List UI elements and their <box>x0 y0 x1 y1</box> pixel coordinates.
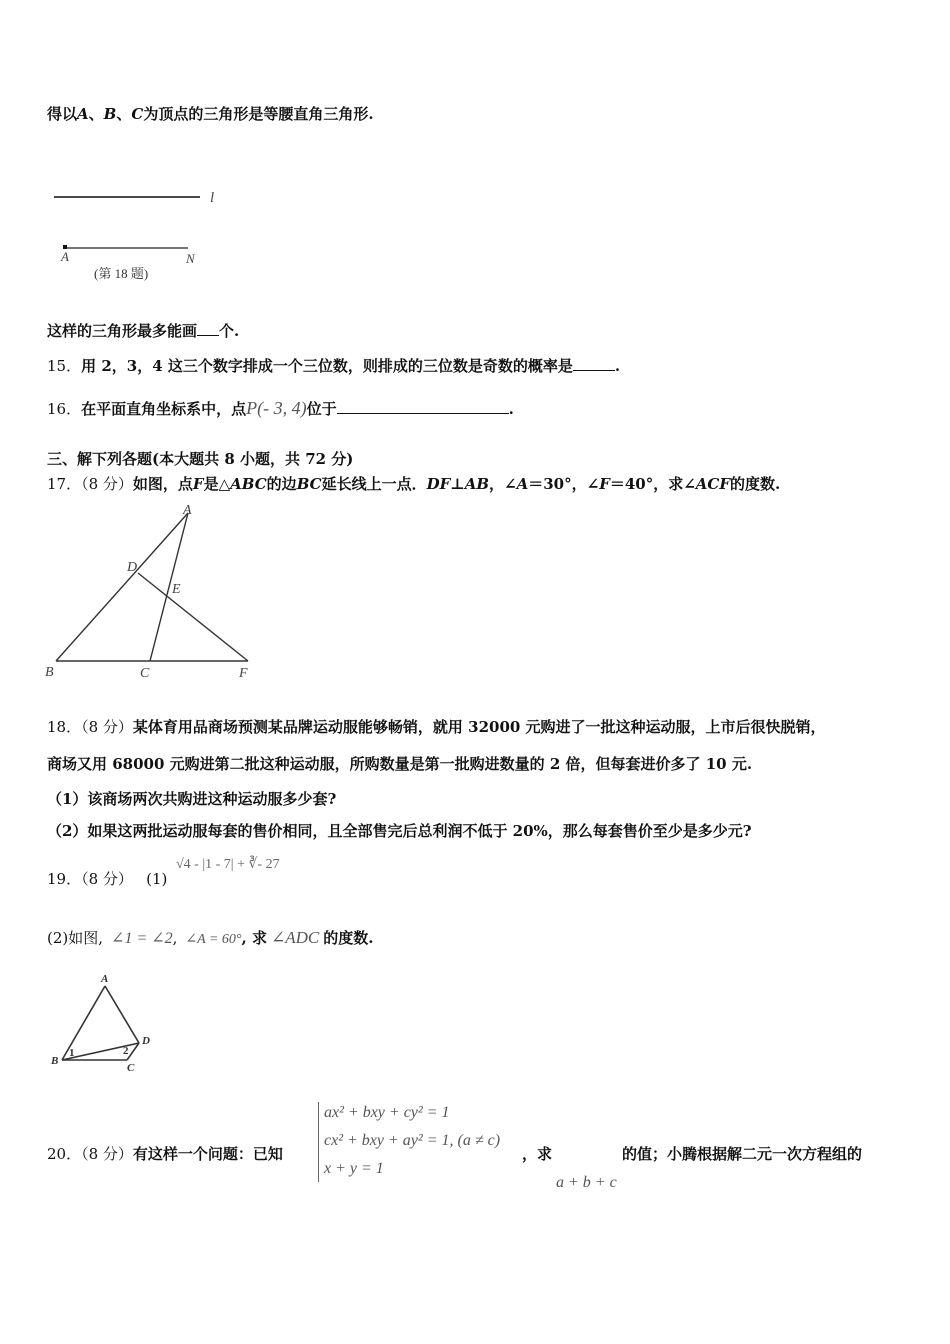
angle-a-value: ∠A = 60° <box>185 932 242 947</box>
text-part: 是△ <box>203 475 231 493</box>
question-tail: 的值；小腾根据解二元一次方程组的 <box>622 1145 863 1163</box>
perp-symbol: ⊥ <box>450 475 465 493</box>
comma: , <box>172 929 178 947</box>
label-c: C <box>140 666 150 681</box>
angle-1-label: 1 <box>69 1047 75 1059</box>
question-number: 17． <box>47 475 82 493</box>
math-var: ABC <box>230 475 267 493</box>
label-d: D <box>142 1035 150 1047</box>
sub-question-label: (2)如图, <box>47 929 104 947</box>
label-c: C <box>127 1062 135 1074</box>
expression-19-1: √4 - |1 - 7| + ∛- 27 <box>176 857 280 872</box>
figure-caption: (第 18 题) <box>94 266 149 281</box>
point-a: A <box>77 105 89 123</box>
text-part: 的度数. <box>730 475 781 493</box>
question-text: 用 2，3，4 这三个数字排成一个三位数，则排成的三位数是奇数的概率是 <box>81 357 573 375</box>
sep-2: 、 <box>116 105 132 123</box>
angle-adc: ∠ADC <box>270 928 320 947</box>
figure-18 <box>40 180 260 300</box>
question-text-2: 位于 <box>306 400 337 418</box>
question-text: 有这样一个问题：已知 <box>132 1145 283 1163</box>
question-text: 商场又用 68000 元购进第二批这种运动服，所购数量是第一批购进数量的 2 倍，但每套进价多了 10 元. <box>47 755 753 773</box>
question-tail: 的度数. <box>323 929 374 947</box>
equation-system <box>318 1102 528 1184</box>
question-score: （8 分） <box>81 1145 133 1163</box>
target-expression: a + b + c <box>556 1174 617 1191</box>
label-l: l <box>210 190 215 206</box>
question-score: （8 分） <box>81 475 133 493</box>
side-ad <box>105 986 139 1043</box>
question-18-line-1 <box>47 716 826 737</box>
label-n: N <box>186 251 195 266</box>
label-a: A <box>183 503 192 518</box>
figure-17 <box>40 500 270 685</box>
math-var: BC <box>296 475 322 493</box>
text-part: 延长线上一点． <box>321 475 427 493</box>
question-text: 在平面直角坐标系中，点 <box>81 400 247 418</box>
math-var: F <box>599 475 610 493</box>
text-part: ＝40°，求∠ <box>609 475 696 493</box>
sep-1: 、 <box>88 105 104 123</box>
question-20-tail <box>622 1143 862 1164</box>
label-a: A <box>101 973 109 985</box>
text-part: 的边 <box>266 475 297 493</box>
equation-1: ax² + bxy + cy² = 1 <box>324 1104 450 1121</box>
question-18-sub-2 <box>47 820 752 841</box>
point-b: B <box>103 105 117 123</box>
question-number: 15． <box>47 357 82 375</box>
ask-text: , 求 <box>241 929 267 947</box>
answer-blank <box>197 321 219 336</box>
intro-line <box>47 103 374 124</box>
question-max-triangles <box>47 320 239 341</box>
question-number: 18． <box>47 718 82 736</box>
label-a: A <box>61 249 69 264</box>
angle-equality: ∠1 = ∠2 <box>111 930 173 947</box>
question-number: 16． <box>47 400 82 418</box>
intro-pre: 得以 <box>47 105 78 123</box>
question-17 <box>47 473 780 494</box>
label-e: E <box>172 582 181 597</box>
sub-question-label: (1) <box>146 870 168 888</box>
label-f: F <box>239 666 248 681</box>
figure-19 <box>45 968 165 1078</box>
question-18-line-2 <box>47 753 752 774</box>
equation-2: cx² + bxy + ay² = 1, (a ≠ c) <box>324 1132 501 1149</box>
math-var: AB <box>464 475 490 493</box>
question-tail: . <box>614 357 621 375</box>
label-b: B <box>45 665 54 680</box>
math-var: ACF <box>695 475 731 493</box>
answer-blank <box>573 356 615 371</box>
point-p-expression: P(- 3, 4) <box>246 398 307 418</box>
question-score: （8 分） <box>81 718 133 736</box>
question-20 <box>47 1143 283 1164</box>
question-text: 某体育用品商场预测某品牌运动服能够畅销，就用 32000 元购进了一批这种运动服，上市后很快脱销， <box>132 718 826 736</box>
point-c: C <box>131 105 144 123</box>
ask-text: ，求 <box>522 1145 553 1163</box>
question-15 <box>47 355 620 376</box>
section-3-title <box>47 448 353 469</box>
intro-post: 为顶点的三角形是等腰直角三角形. <box>143 105 374 123</box>
segment-df <box>138 573 248 661</box>
angle-2-label: 2 <box>123 1045 129 1057</box>
equation-3: x + y = 1 <box>324 1160 384 1177</box>
question-number: 19． <box>47 870 82 888</box>
answer-blank <box>337 399 509 414</box>
sub-question: （2）如果这两批运动服每套的售价相同，且全部售完后总利润不低于 20%，那么每套售价至少是多少元? <box>47 822 752 840</box>
question-tail: . <box>508 400 514 418</box>
text-part: 如图，点 <box>132 475 193 493</box>
question-tail: 个. <box>219 322 240 340</box>
sub-question: （1）该商场两次共购进这种运动服多少套? <box>47 790 337 808</box>
math-var: DF <box>426 475 451 493</box>
question-score: （8 分） <box>81 870 133 888</box>
label-d: D <box>127 560 138 575</box>
question-19-sub-2 <box>47 927 373 948</box>
question-18-sub-1 <box>47 788 336 809</box>
question-text: 这样的三角形最多能画 <box>47 322 198 340</box>
math-var: F <box>192 475 204 493</box>
label-b: B <box>51 1055 59 1067</box>
question-20-ask <box>522 1143 552 1164</box>
text-part: ，∠ <box>489 475 517 493</box>
section-title: 三、解下列各题(本大题共 8 小题，共 72 分) <box>47 450 354 468</box>
side-ab <box>56 513 188 661</box>
question-19 <box>47 868 167 889</box>
question-number: 20． <box>47 1145 82 1163</box>
math-var: A <box>516 475 529 493</box>
question-16 <box>47 398 514 419</box>
text-part: ＝30°，∠ <box>528 475 600 493</box>
